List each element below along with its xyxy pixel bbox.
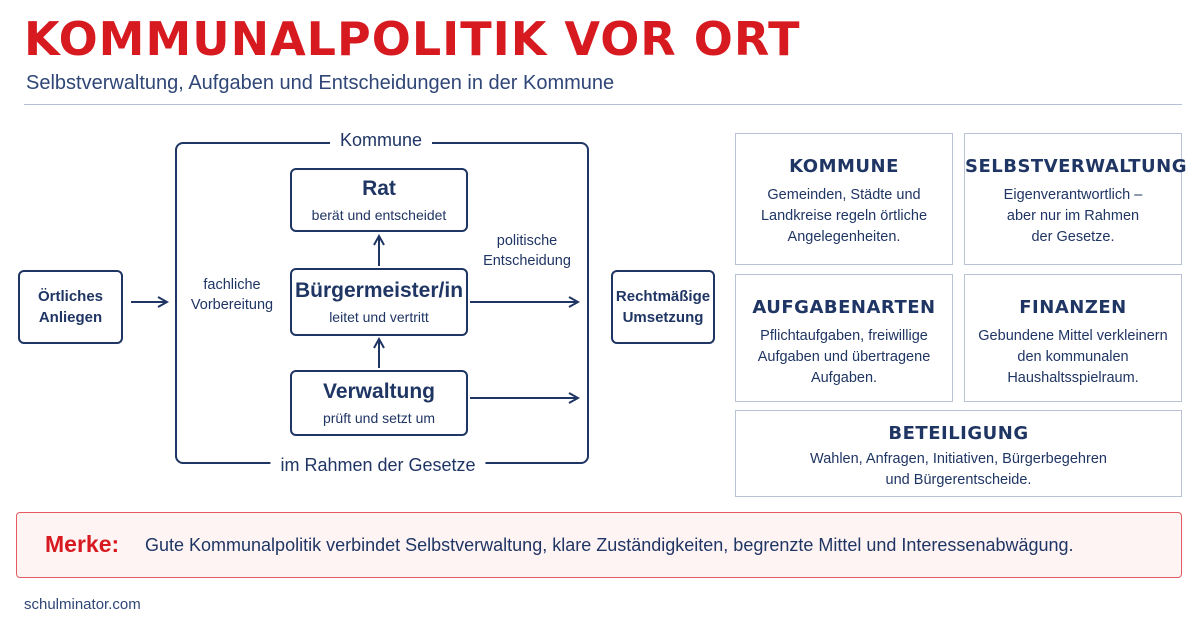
card-kommune	[735, 133, 953, 265]
card-title: AUFGABENARTEN	[752, 297, 936, 318]
page-title: KOMMUNALPOLITIK VOR ORT	[24, 12, 801, 66]
card-title: BETEILIGUNG	[888, 423, 1029, 444]
card-text: Gemeinden, Städte und Landkreise regeln örtliche Angelegenheiten.	[760, 187, 928, 246]
merke-label: Merke:	[45, 531, 120, 557]
frame-label-gesetze: im Rahmen der Gesetze	[270, 455, 485, 476]
card-text: Gebundene Mittel verkleinern den kommunalen Haushaltsspielraum.	[978, 328, 1168, 387]
merke-box	[16, 512, 1182, 578]
rat-subtitle: berät und entscheidet	[311, 206, 447, 223]
card-beteiligung	[735, 410, 1182, 497]
buergermeister-title: Bürgermeister/in	[294, 279, 464, 303]
page-subtitle: Selbstverwaltung, Aufgaben und Entscheidungen in der Kommune	[26, 72, 615, 94]
box-oertliches-anliegen: Örtliches Anliegen	[18, 270, 123, 344]
card-text: Eigenverantwortlich – aber nur im Rahmen der Gesetze.	[1003, 187, 1143, 246]
buergermeister-subtitle: leitet und vertritt	[329, 308, 429, 325]
card-title: SELBSTVERWALTUNG	[965, 156, 1187, 177]
verwaltung-title: Verwaltung	[322, 380, 436, 404]
card-text: Pflichtaufgaben, freiwillige Aufgaben und übertragene Aufgaben.	[757, 328, 931, 387]
box-rechtmaessige-umsetzung: Rechtmäßige Umsetzung	[611, 270, 715, 344]
card-finanzen	[964, 274, 1182, 402]
note-fachliche-vorbereitung: fachliche Vorbereitung	[190, 277, 274, 313]
card-text: Wahlen, Anfragen, Initiativen, Bürgerbegehren und Bürgerentscheide.	[810, 451, 1107, 489]
card-title: FINANZEN	[1019, 297, 1127, 318]
merke-text: Gute Kommunalpolitik verbindet Selbstverwaltung, klare Zuständigkeiten, begrenzte Mittel und Interessenabwägung.	[145, 535, 1074, 555]
verwaltung-subtitle: prüft und setzt um	[322, 409, 436, 426]
frame-label-kommune: Kommune	[330, 130, 432, 151]
card-selbstverwaltung	[964, 133, 1187, 265]
footer-site: schulminator.com	[24, 596, 141, 613]
rat-title: Rat	[362, 177, 396, 201]
card-title: KOMMUNE	[789, 156, 899, 177]
note-politische-entscheidung: politische Entscheidung	[483, 233, 571, 269]
card-aufgabenarten	[735, 274, 953, 402]
